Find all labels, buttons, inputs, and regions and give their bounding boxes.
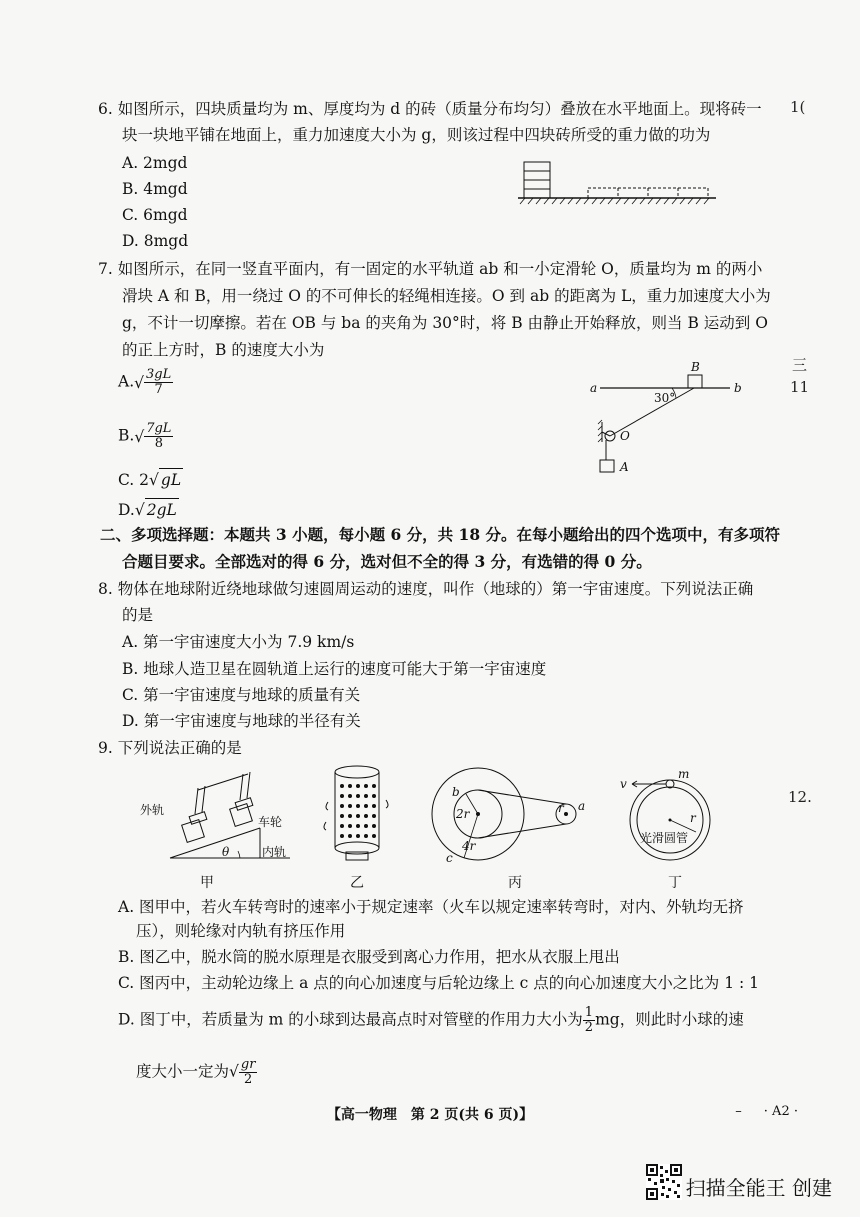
section2-line2: 合题目要求。全部选对的得 6 分，选对但不全的得 3 分，有选错的得 0 分。 xyxy=(122,552,652,571)
q9-label-a: a xyxy=(578,799,586,813)
q9-label-r-ding: r xyxy=(690,811,696,825)
q6-line1: 6. 如图所示，四块质量均为 m、厚度均为 d 的砖（质量分布均匀）叠放在水平地面上。现将砖一 xyxy=(98,100,762,118)
q9-label-2r: 2r xyxy=(456,807,470,821)
q9-figure-jia xyxy=(140,770,290,865)
q8-line2: 的是 xyxy=(122,606,154,624)
qr-code-icon xyxy=(646,1164,682,1200)
q9-label-b: b xyxy=(452,785,460,799)
footer-code: · A2 · xyxy=(763,1104,798,1119)
q9-figure-yi xyxy=(320,762,394,862)
q9-option-d2-num: gr xyxy=(240,1057,256,1072)
q9-option-d2-den: 2 xyxy=(244,1072,253,1087)
q9-option-d2-pre: 度大小一定为 xyxy=(136,1062,230,1081)
q7-option-d-rad: 2gL xyxy=(145,498,179,521)
margin-fragment-4: 12. xyxy=(788,788,812,806)
q9-caption-ding: 丁 xyxy=(668,875,682,891)
q6-brick-figure xyxy=(518,158,718,210)
q9-label-wheel: 车轮 xyxy=(258,815,283,829)
q9-caption-yi: 乙 xyxy=(350,875,364,891)
q7-option-b-prefix: B. xyxy=(118,426,135,445)
q9-option-d-pre: D. 图丁中，若质量为 m 的小球到达最高点时对管壁的作用力大小为 xyxy=(118,1010,583,1029)
q9-caption-jia: 甲 xyxy=(200,875,214,891)
q9-option-b: B. 图乙中，脱水筒的脱水原理是衣服受到离心力作用，把水从衣服上甩出 xyxy=(118,948,620,966)
q9-label-inner-rail: 内轨 xyxy=(262,845,287,859)
q8-option-a: A. 第一宇宙速度大小为 7.9 km/s xyxy=(122,633,355,651)
q7-option-c-rad: gL xyxy=(159,468,183,491)
q9-figure-ding xyxy=(618,767,728,866)
q9-option-d-frac-den: 2 xyxy=(584,1020,594,1035)
q9-label-4r: 4r xyxy=(462,839,476,853)
q8-option-c: C. 第一宇宙速度与地球的质量有关 xyxy=(122,686,361,704)
q7-label-angle: 30° xyxy=(654,391,676,405)
margin-fragment-3: 11 xyxy=(790,378,810,396)
sqrt-icon: √ xyxy=(149,471,159,489)
q7-option-a xyxy=(118,368,173,397)
sqrt-icon: √ xyxy=(229,1062,239,1081)
q9-label-v: v xyxy=(620,777,627,791)
q8-line1: 8. 物体在地球附近绕地球做匀速圆周运动的速度，叫作（地球的）第一宇宙速度。下列说法正确 xyxy=(98,580,754,598)
q9-label-m: m xyxy=(678,767,690,781)
q9-line1: 9. 下列说法正确的是 xyxy=(98,739,242,757)
q7-label-B: B xyxy=(691,360,700,374)
q7-label-A: A xyxy=(620,460,629,474)
q9-option-d-post: mg，则此时小球的速 xyxy=(595,1010,744,1029)
sqrt-icon: √ xyxy=(134,501,145,519)
q9-label-theta: θ xyxy=(222,845,230,859)
q6-option-d: D. 8mgd xyxy=(122,232,189,250)
q7-label-O: O xyxy=(620,429,630,443)
q7-label-b: b xyxy=(734,381,742,395)
footer-dash: – xyxy=(735,1104,742,1119)
q9-option-a-line1: A. 图甲中，若火车转弯时的速率小于规定速率（火车以规定速率转弯时，对内、外轨均无挤 xyxy=(118,898,744,916)
q7-line2: 滑块 A 和 B，用一绕过 O 的不可伸长的轻绳相连接。O 到 ab 的距离为 L，重力加速度大小为 xyxy=(122,287,771,305)
q9-figure-bing xyxy=(430,764,600,864)
q7-option-c-prefix: C. 2 xyxy=(118,471,150,489)
scanner-watermark: 扫描全能王 创建 xyxy=(685,1176,832,1200)
page-footer: 【高一物理 第 2 页(共 6 页)】 xyxy=(326,1107,534,1123)
q7-option-d xyxy=(118,498,179,521)
q7-option-b-den: 8 xyxy=(154,436,163,451)
q7-option-a-num: 3gL xyxy=(146,367,172,382)
q9-option-c: C. 图丙中，主动轮边缘上 a 点的向心加速度与后轮边缘上 c 点的向心加速度大小之比为 1 : 1 xyxy=(118,974,760,992)
q6-option-a: A. 2mgd xyxy=(122,154,188,172)
q9-label-r: r xyxy=(558,801,564,815)
sqrt-icon: √ xyxy=(134,427,145,446)
q7-line1: 7. 如图所示，在同一竖直平面内，有一固定的水平轨道 ab 和一小定滑轮 O，质量均为 m 的两小 xyxy=(98,260,763,278)
page-code xyxy=(735,1104,798,1119)
q7-option-a-prefix: A. xyxy=(118,372,135,391)
q7-option-c xyxy=(118,468,183,491)
q9-option-d-frac-num: 1 xyxy=(584,1005,594,1020)
margin-fragment-2: 三 xyxy=(792,356,808,374)
q7-line3: g，不计一切摩擦。若在 OB 与 ba 的夹角为 30°时，将 B 由静止开始释放，则当 B 运动到 O xyxy=(122,314,768,332)
q7-line4: 的正上方时，B 的速度大小为 xyxy=(122,341,325,359)
q8-option-d: D. 第一宇宙速度与地球的半径有关 xyxy=(122,712,361,730)
q7-label-a: a xyxy=(590,381,598,395)
q9-option-d-line1 xyxy=(118,1006,744,1035)
q7-option-d-prefix: D. xyxy=(118,501,135,519)
q9-label-c: c xyxy=(446,851,453,865)
q9-option-d-line2 xyxy=(136,1058,257,1087)
q9-label-tube: 光滑圆管 xyxy=(640,831,689,845)
q7-option-b-num: 7gL xyxy=(146,421,172,436)
q9-caption-bing: 丙 xyxy=(508,875,522,891)
q7-pulley-figure xyxy=(590,358,740,478)
q9-label-outer-rail: 外轨 xyxy=(140,803,165,817)
margin-fragment-1: 1( xyxy=(790,98,806,116)
q7-option-a-den: 7 xyxy=(154,382,163,397)
q6-option-c: C. 6mgd xyxy=(122,206,188,224)
sqrt-icon: √ xyxy=(134,373,145,392)
q8-option-b: B. 地球人造卫星在圆轨道上运行的速度可能大于第一宇宙速度 xyxy=(122,660,547,678)
q7-option-b xyxy=(118,422,173,451)
q6-line2: 块一块地平铺在地面上，重力加速度大小为 g，则该过程中四块砖所受的重力做的功为 xyxy=(122,126,711,144)
q9-option-a-line2: 压），则轮缘对内轨有挤压作用 xyxy=(136,922,346,940)
q6-option-b: B. 4mgd xyxy=(122,180,188,198)
section2-line1: 二、多项选择题：本题共 3 小题，每小题 6 分，共 18 分。在每小题给出的四个选项中，有多项符 xyxy=(100,525,781,544)
